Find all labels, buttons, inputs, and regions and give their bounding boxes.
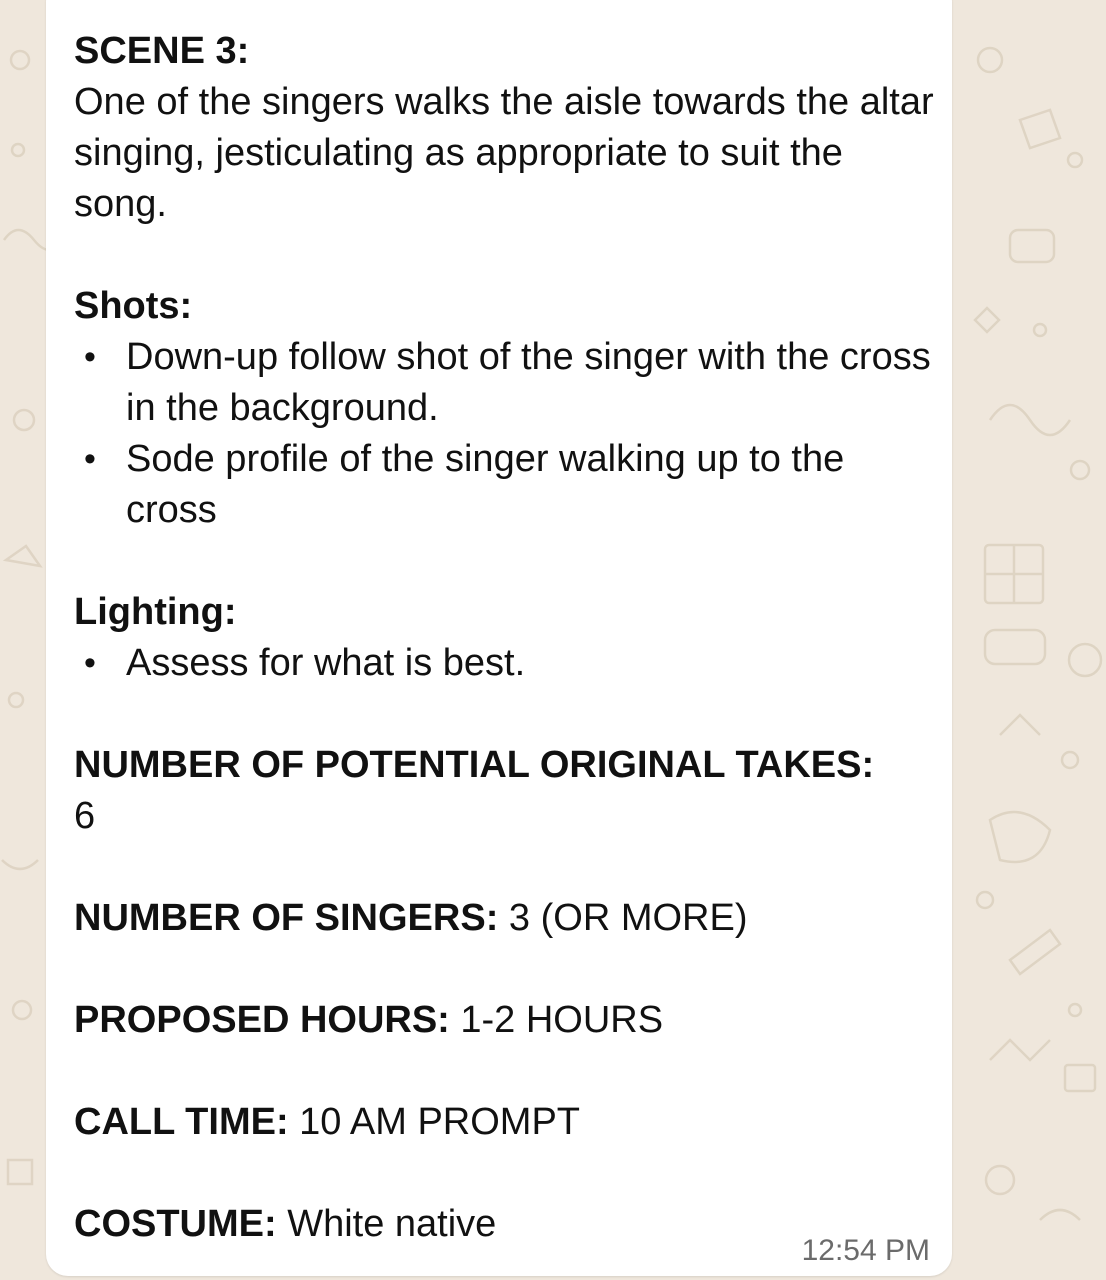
lighting-list [74,638,934,689]
spacer [74,842,934,893]
message-text [74,26,934,1250]
spacer [74,944,934,995]
list-item [74,434,934,536]
takes-value: 6 [74,795,96,837]
message-timestamp: 12:54 PM [801,1234,930,1267]
bullet-icon: • [84,440,96,478]
bullet-icon: • [84,644,96,682]
shot-text: Down-up follow shot of the singer with the cross in the background. [126,336,931,429]
hours-label: PROPOSED HOURS: [74,999,450,1041]
lighting-text: Assess for what is best. [126,642,526,684]
call-time-label: CALL TIME: [74,1101,289,1143]
bullet-icon: • [84,338,96,376]
scene-heading: SCENE 3: [74,30,250,72]
spacer [74,536,934,587]
shots-heading: Shots: [74,285,193,327]
list-item [74,638,934,689]
spacer [74,689,934,740]
singers-value: 3 (OR MORE) [498,897,748,939]
spacer [74,230,934,281]
scene-description: One of the singers walks the aisle towards the altar singing, jesticulating as appropriate to suit the song. [74,81,934,225]
spacer [74,1148,934,1199]
spacer [74,1046,934,1097]
hours-line [74,995,934,1046]
shot-text: Sode profile of the singer walking up to the cross [126,438,845,531]
takes-label: NUMBER OF POTENTIAL ORIGINAL TAKES: [74,744,875,786]
call-time-value: 10 AM PROMPT [288,1101,581,1143]
hours-value: 1-2 HOURS [449,999,664,1041]
lighting-heading: Lighting: [74,591,237,633]
singers-label: NUMBER OF SINGERS: [74,897,499,939]
costume-label: COSTUME: [74,1203,277,1245]
shots-list [74,332,934,536]
call-time-line [74,1097,934,1148]
list-item [74,332,934,434]
costume-value: White native [276,1203,497,1245]
singers-line [74,893,934,944]
